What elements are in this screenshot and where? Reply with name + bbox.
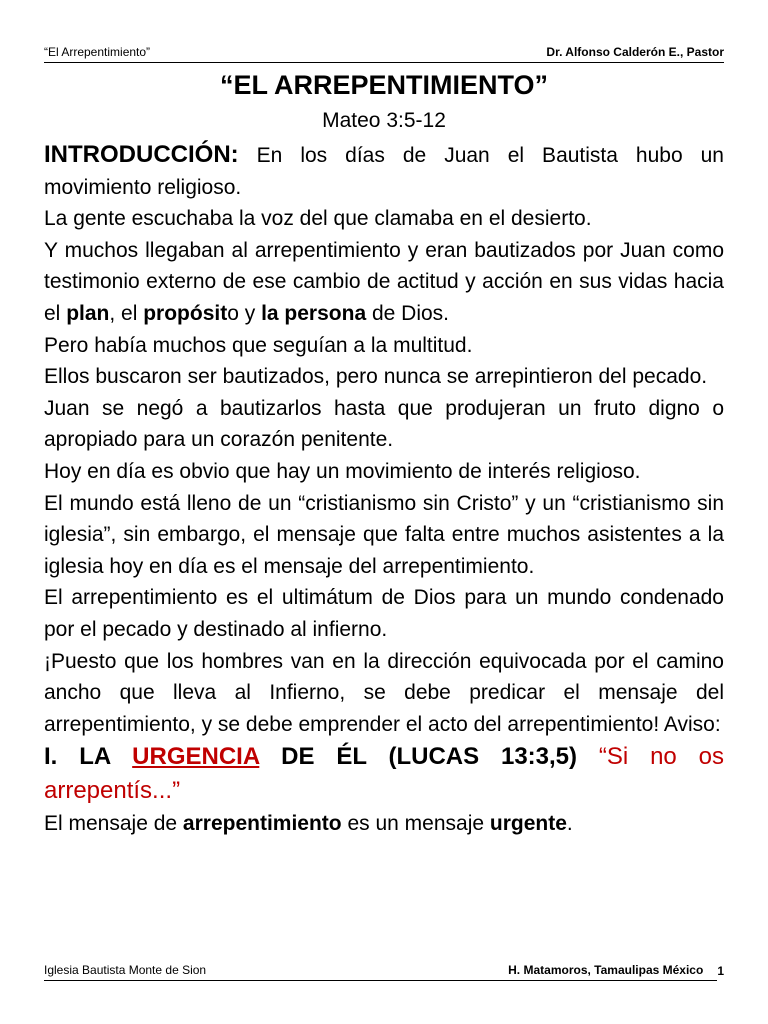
paragraph: La gente escuchaba la voz del que clamaba en el desierto. bbox=[44, 207, 592, 231]
intro-text: En los días de Juan el Bautista hubo un movimiento religioso. bbox=[44, 144, 724, 199]
paragraph-text: o y bbox=[227, 301, 262, 325]
scripture-reference: Mateo 3:5-12 bbox=[322, 109, 446, 132]
paragraph-text: , el bbox=[109, 301, 144, 325]
section-keyword: URGENCIA bbox=[132, 743, 260, 771]
section-prefix: I. LA bbox=[44, 743, 133, 771]
emphasis-urgente: urgente bbox=[489, 812, 567, 836]
emphasis-persona: la persona bbox=[261, 301, 367, 325]
paragraph: El mundo está lleno de un “cristianismo sin Cristo” y un “cristianismo sin iglesia”, sin embargo, el mensaje que falta entre muchos asistentes a la iglesia hoy en día es el mensaje del arrepentimiento. bbox=[44, 491, 724, 578]
emphasis-plan: plan bbox=[66, 301, 110, 325]
paragraph-text: Y muchos llegaban al arrepentimiento y eran bautizados por Juan como testimonio externo de ese cambio de actitud y acción en sus vidas hacia el bbox=[44, 238, 724, 325]
header-author: Dr. Alfonso Calderón E., Pastor bbox=[546, 45, 724, 59]
header-document-title: “El Arrepentimiento” bbox=[44, 45, 151, 59]
page-number: 1 bbox=[717, 964, 724, 978]
paragraph-text: es un mensaje bbox=[341, 812, 490, 836]
page-header bbox=[44, 44, 724, 63]
page-footer bbox=[44, 962, 724, 981]
paragraph: ¡Puesto que los hombres van en la dirección equivocada por el camino ancho que lleva al Infierno, se debe predicar el mensaje del arrepentimiento, y se debe emprender el acto del arrepentimiento! Aviso: bbox=[44, 649, 724, 736]
paragraph bbox=[44, 235, 724, 330]
closing-paragraph bbox=[44, 808, 724, 840]
document-body bbox=[44, 139, 724, 840]
section-suffix: DE ÉL (LUCAS 13:3,5) bbox=[259, 743, 599, 771]
intro-paragraph bbox=[44, 139, 724, 203]
paragraph: Ellos buscaron ser bautizados, pero nunca se arrepintieron del pecado. bbox=[44, 365, 708, 389]
footer-church-name: Iglesia Bautista Monte de Sion bbox=[44, 962, 206, 981]
paragraph-text: El mensaje de bbox=[44, 812, 183, 836]
emphasis-arrepentimiento: arrepentimiento bbox=[182, 812, 342, 836]
page-title: “EL ARREPENTIMIENTO” bbox=[219, 70, 549, 100]
section-heading bbox=[44, 740, 724, 808]
intro-label: INTRODUCCIÓN: bbox=[44, 141, 239, 168]
paragraph: Juan se negó a bautizarlos hasta que produjeran un fruto digno o apropiado para un corazón penitente. bbox=[44, 396, 724, 452]
paragraph-text: . bbox=[566, 812, 573, 836]
footer-location: H. Matamoros, Tamaulipas México bbox=[206, 962, 717, 981]
paragraph: Pero había muchos que seguían a la multitud. bbox=[44, 333, 473, 357]
paragraph: Hoy en día es obvio que hay un movimiento de interés religioso. bbox=[44, 459, 641, 483]
section-quote: “Si no os arrepentís...” bbox=[44, 743, 724, 805]
paragraph: El arrepentimiento es el ultimátum de Dios para un mundo condenado por el pecado y destinado al infierno. bbox=[44, 586, 724, 641]
emphasis-proposito: propósit bbox=[143, 301, 228, 325]
paragraph-text: de Dios. bbox=[366, 301, 449, 325]
